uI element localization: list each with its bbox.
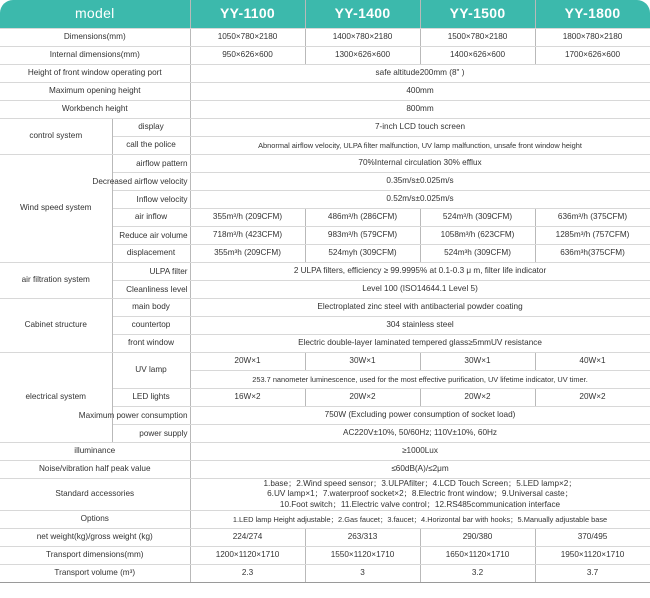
group-label-wind-speed-system: Wind speed system [0, 155, 112, 263]
row-label-front-window-port: Height of front window operating port [0, 65, 190, 83]
dimensions-yy1400: 1400×780×2180 [305, 29, 420, 47]
row-label-transport-volume: Transport volume (m³) [0, 564, 190, 582]
group-label-control-system: control system [0, 119, 112, 155]
sub-label-inflow-velocity: Inflow velocity [112, 191, 190, 209]
power-supply-value: AC220V±10%, 50/60Hz; 110V±10%, 60Hz [190, 425, 650, 443]
transport-volume-yy1400: 3 [305, 564, 420, 582]
net-gross-weight-yy1500: 290/380 [420, 528, 535, 546]
standard-accessories-line-1: 1.base；2.Wind speed sensor；3.ULPAfilter；4.LCD Touch Screen；5.LED lamp×2； [263, 479, 577, 488]
reduce-air-volume-yy1400: 983m³/h (579CFM) [305, 227, 420, 245]
sub-label-power-supply: power supply [112, 425, 190, 443]
header-model-yy1500: YY-1500 [420, 0, 535, 29]
decreased-airflow-velocity-value: 0.35m/s±0.025m/s [190, 173, 650, 191]
reduce-air-volume-yy1100: 718m³/h (423CFM) [190, 227, 305, 245]
dimensions-yy1100: 1050×780×2180 [190, 29, 305, 47]
sub-label-airflow-pattern: airflow pattern [112, 155, 190, 173]
row-label-transport-dimensions: Transport dimensions(mm) [0, 546, 190, 564]
table-row-workbench-height [0, 101, 650, 119]
sub-label-led-lights: LED lights [112, 389, 190, 407]
display-value: 7-inch LCD touch screen [190, 119, 650, 137]
table-row-options [0, 510, 650, 528]
transport-volume-yy1100: 2.3 [190, 564, 305, 582]
table-row-ulpa-filter [0, 263, 650, 281]
led-lights-yy1400: 20W×2 [305, 389, 420, 407]
air-inflow-yy1100: 355m³/h (209CFM) [190, 209, 305, 227]
sub-label-uv-lamp: UV lamp [112, 353, 190, 389]
table-row-noise-vibration [0, 461, 650, 479]
dimensions-yy1800: 1800×780×2180 [535, 29, 650, 47]
displacement-yy1100: 355m³h (209CFM) [190, 245, 305, 263]
air-inflow-yy1400: 486m³/h (286CFM) [305, 209, 420, 227]
illuminance-value: ≥1000Lux [190, 443, 650, 461]
row-label-max-opening-height: Maximum opening height [0, 83, 190, 101]
ulpa-filter-value: 2 ULPA filters, efficiency ≥ 99.9995% at 0.1-0.3 μ m, filter life indicator [190, 263, 650, 281]
row-label-noise-vibration: Noise/vibration half peak value [0, 461, 190, 479]
header-model-label: model [0, 0, 190, 29]
dimensions-yy1500: 1500×780×2180 [420, 29, 535, 47]
internal-dimensions-yy1500: 1400×626×600 [420, 47, 535, 65]
header-model-yy1400: YY-1400 [305, 0, 420, 29]
table-row-illuminance [0, 443, 650, 461]
header-model-yy1100: YY-1100 [190, 0, 305, 29]
table-row-standard-accessories [0, 479, 650, 511]
row-label-workbench-height: Workbench height [0, 101, 190, 119]
table-row-airflow-pattern [0, 155, 650, 173]
uv-lamp-yy1500: 30W×1 [420, 353, 535, 371]
sub-label-display: display [112, 119, 190, 137]
air-inflow-yy1500: 524m³/h (309CFM) [420, 209, 535, 227]
table-row-front-window-port [0, 65, 650, 83]
row-label-internal-dimensions: Internal dimensions(mm) [0, 47, 190, 65]
airflow-pattern-value: 70%Internal circulation 30% efflux [190, 155, 650, 173]
sub-label-call-the-police: call the police [112, 137, 190, 155]
transport-volume-yy1800: 3.7 [535, 564, 650, 582]
table-row-transport-dimensions [0, 546, 650, 564]
sub-label-countertop: countertop [112, 317, 190, 335]
sub-label-decreased-airflow-velocity: Decreased airflow velocity [112, 173, 190, 191]
table-row-internal-dimensions [0, 47, 650, 65]
standard-accessories-line-2: 6.UV lamp×1；7.waterproof socket×2；8.Electric front window；9.Universal caste； [267, 489, 573, 499]
uv-lamp-yy1100: 20W×1 [190, 353, 305, 371]
table-row-uv-lamp-power [0, 353, 650, 371]
cleanliness-level-value: Level 100 (ISO14644.1 Level 5) [190, 281, 650, 299]
led-lights-yy1500: 20W×2 [420, 389, 535, 407]
group-label-electrical-system: electrical system [0, 353, 112, 443]
displacement-yy1800: 636m³h(375CFM) [535, 245, 650, 263]
table-header-row [0, 0, 650, 29]
led-lights-yy1100: 16W×2 [190, 389, 305, 407]
sub-label-main-body: main body [112, 299, 190, 317]
group-label-cabinet-structure: Cabinet structure [0, 299, 112, 353]
front-window-port-value: safe altitude200mm (8" ) [190, 65, 650, 83]
row-label-standard-accessories: Standard accessories [0, 479, 190, 511]
max-power-consumption-value: 750W (Excluding power consumption of socket load) [190, 407, 650, 425]
max-opening-height-value: 400mm [190, 83, 650, 101]
sub-label-air-inflow: air inflow [112, 209, 190, 227]
call-the-police-value: Abnormal airflow velocity, ULPA filter malfunction, UV lamp malfunction, unsafe front window height [190, 137, 650, 155]
table-row-net-gross-weight [0, 528, 650, 546]
sub-label-max-power-consumption: Maximum power consumption [112, 407, 190, 425]
row-label-illuminance: illuminance [0, 443, 190, 461]
sub-label-front-window: front window [112, 335, 190, 353]
transport-dimensions-yy1100: 1200×1120×1710 [190, 546, 305, 564]
group-label-air-filtration-system: air filtration system [0, 263, 112, 299]
uv-lamp-yy1400: 30W×1 [305, 353, 420, 371]
front-window-value: Electric double-layer laminated tempered glass≥5mmUV resistance [190, 335, 650, 353]
net-gross-weight-yy1400: 263/313 [305, 528, 420, 546]
workbench-height-value: 800mm [190, 101, 650, 119]
row-label-options: Options [0, 510, 190, 528]
net-gross-weight-yy1800: 370/495 [535, 528, 650, 546]
table-row-max-opening-height [0, 83, 650, 101]
transport-dimensions-yy1800: 1950×1120×1710 [535, 546, 650, 564]
displacement-yy1500: 524m³h (309CFM) [420, 245, 535, 263]
sub-label-ulpa-filter: ULPA filter [112, 263, 190, 281]
transport-volume-yy1500: 3.2 [420, 564, 535, 582]
inflow-velocity-value: 0.52m/s±0.025m/s [190, 191, 650, 209]
internal-dimensions-yy1800: 1700×626×600 [535, 47, 650, 65]
uv-lamp-yy1800: 40W×1 [535, 353, 650, 371]
reduce-air-volume-yy1800: 1285m³/h (757CFM) [535, 227, 650, 245]
row-label-net-gross-weight: net weight(kg)/gross weight (kg) [0, 528, 190, 546]
sub-label-reduce-air-volume: Reduce air volume [112, 227, 190, 245]
uv-lamp-note: 253.7 nanometer luminescence, used for the most effective purification, UV lifetime indicator, UV timer. [190, 371, 650, 389]
transport-dimensions-yy1500: 1650×1120×1710 [420, 546, 535, 564]
table-row-transport-volume [0, 564, 650, 582]
displacement-yy1400: 524myh (309CFM) [305, 245, 420, 263]
table-row-dimensions [0, 29, 650, 47]
air-inflow-yy1800: 636m³/h (375CFM) [535, 209, 650, 227]
internal-dimensions-yy1100: 950×626×600 [190, 47, 305, 65]
standard-accessories-value [190, 479, 650, 511]
row-label-dimensions: Dimensions(mm) [0, 29, 190, 47]
led-lights-yy1800: 20W×2 [535, 389, 650, 407]
sub-label-displacement: displacement [112, 245, 190, 263]
noise-vibration-value: ≤60dB(A)/≤2μm [190, 461, 650, 479]
table-row-control-display [0, 119, 650, 137]
countertop-value: 304 stainless steel [190, 317, 650, 335]
table-row-main-body [0, 299, 650, 317]
standard-accessories-line-3: 10.Foot switch；11.Electric valve control；12.RS485communication interface [279, 499, 561, 509]
header-model-yy1800: YY-1800 [535, 0, 650, 29]
transport-dimensions-yy1400: 1550×1120×1710 [305, 546, 420, 564]
sub-label-cleanliness-level: Cleanliness level [112, 281, 190, 299]
internal-dimensions-yy1400: 1300×626×600 [305, 47, 420, 65]
net-gross-weight-yy1100: 224/274 [190, 528, 305, 546]
options-value: 1.LED lamp Height adjustable；2.Gas faucet；3.faucet；4.Horizontal bar with hooks；5.Manually adjustable base [190, 510, 650, 528]
reduce-air-volume-yy1500: 1058m³/h (623CFM) [420, 227, 535, 245]
main-body-value: Electroplated zinc steel with antibacterial powder coating [190, 299, 650, 317]
